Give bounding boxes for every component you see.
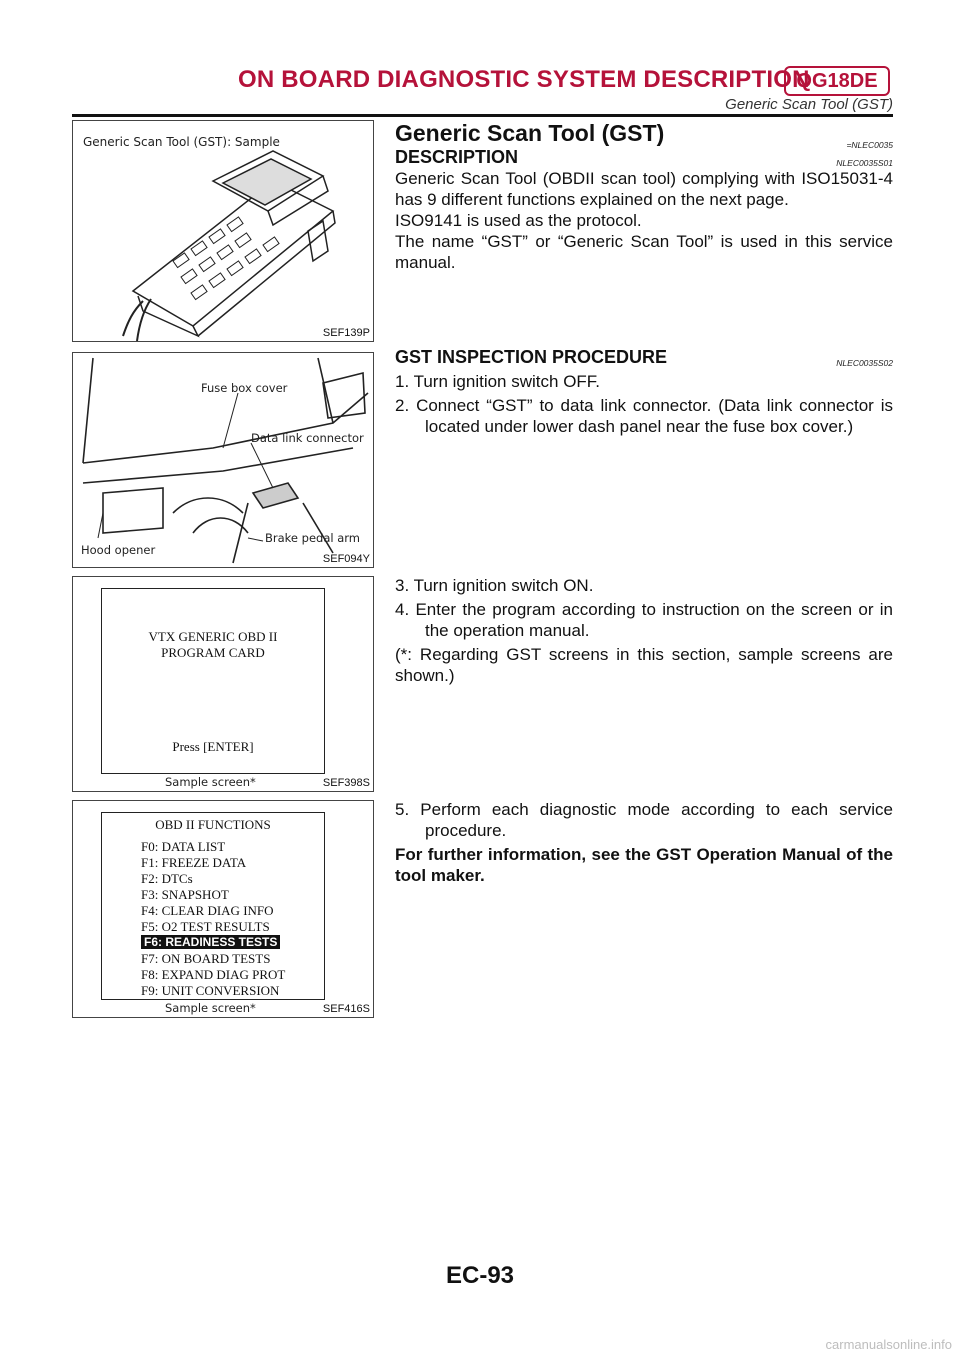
inspection-step-2: 2. Connect “GST” to data link connector. (Data link connector is located under lower dash panel near the fuse box cover.) bbox=[395, 396, 893, 436]
figure-dash-panel bbox=[72, 352, 374, 568]
menu-item-f4: F4: CLEAR DIAG INFO bbox=[141, 903, 274, 918]
screen-line-1: VTX GENERIC OBD II bbox=[148, 629, 278, 644]
description-paragraph-3: The name “GST” or “Generic Scan Tool” is used in this service manual. bbox=[395, 232, 893, 272]
description-ref: NLEC0035S01 bbox=[836, 158, 893, 168]
step-5: 5. Perform each diagnostic mode according to each service procedure. bbox=[395, 800, 893, 840]
menu-item-f8: F8: EXPAND DIAG PROT bbox=[141, 967, 286, 982]
menu-item-f1: F1: FREEZE DATA bbox=[141, 855, 247, 870]
watermark: carmanualsonline.info bbox=[825, 1337, 952, 1352]
screen-line-2: PROGRAM CARD bbox=[161, 645, 265, 660]
page-number: EC-93 bbox=[445, 1262, 515, 1289]
menu-item-f5: F5: O2 TEST RESULTS bbox=[141, 919, 270, 934]
engine-code-badge: QG18DE bbox=[784, 66, 890, 96]
menu-item-f3: F3: SNAPSHOT bbox=[141, 887, 229, 902]
figure-code: SEF416S bbox=[322, 1003, 370, 1015]
label-brake-pedal-arm: Brake pedal arm bbox=[265, 531, 360, 545]
sample-screen-note: (*: Regarding GST screens in this section, sample screens are shown.) bbox=[395, 645, 893, 685]
figure-code: SEF398S bbox=[322, 777, 370, 789]
screen-line-3: Press [ENTER] bbox=[172, 739, 254, 754]
inspection-ref: NLEC0035S02 bbox=[836, 358, 893, 368]
inspection-heading: GST INSPECTION PROCEDURE bbox=[395, 347, 668, 367]
figure-code: SEF094Y bbox=[322, 553, 370, 565]
label-data-link-connector: Data link connector bbox=[251, 431, 364, 445]
section-description bbox=[395, 120, 893, 273]
description-heading: DESCRIPTION bbox=[395, 147, 519, 167]
header-rule bbox=[72, 114, 893, 117]
main-ref: =NLEC0035 bbox=[846, 140, 893, 150]
scan-tool-illustration bbox=[73, 121, 373, 341]
menu-item-f9: F9: UNIT CONVERSION bbox=[141, 983, 280, 998]
menu-item-f6-highlighted: F6: READINESS TESTS bbox=[141, 935, 280, 949]
step-3: 3. Turn ignition switch ON. bbox=[395, 576, 594, 595]
menu-item-f7: F7: ON BOARD TESTS bbox=[141, 951, 271, 966]
description-paragraph-2: ISO9141 is used as the protocol. bbox=[395, 211, 642, 230]
screen-footer: Sample screen* bbox=[165, 1001, 256, 1015]
figure-caption: Generic Scan Tool (GST): Sample bbox=[83, 135, 280, 149]
menu-title: OBD II FUNCTIONS bbox=[155, 817, 271, 832]
figure-code: SEF139P bbox=[322, 327, 370, 339]
main-title: Generic Scan Tool (GST) bbox=[395, 120, 665, 146]
figure-scan-tool bbox=[72, 120, 374, 342]
header-subtitle: Generic Scan Tool (GST) bbox=[725, 96, 893, 113]
menu-item-f0: F0: DATA LIST bbox=[141, 839, 226, 854]
menu-item-f2: F2: DTCs bbox=[141, 871, 193, 886]
label-fuse-box-cover: Fuse box cover bbox=[201, 381, 288, 395]
figure-program-card-screen bbox=[72, 576, 374, 792]
screen-footer: Sample screen* bbox=[165, 775, 256, 789]
section-steps-3-4 bbox=[395, 572, 893, 686]
inspection-step-1: 1. Turn ignition switch OFF. bbox=[395, 372, 601, 391]
label-hood-opener: Hood opener bbox=[81, 543, 156, 557]
description-paragraph-1: Generic Scan Tool (OBDII scan tool) complying with ISO15031-4 has 9 different functions explained on the next page. bbox=[395, 169, 893, 209]
step-4: 4. Enter the program according to instruction on the screen or in the operation manual. bbox=[395, 600, 893, 640]
header-title: ON BOARD DIAGNOSTIC SYSTEM DESCRIPTION bbox=[238, 66, 810, 93]
figure-obd-functions-screen bbox=[72, 800, 374, 1018]
section-inspection bbox=[395, 346, 893, 437]
further-info: For further information, see the GST Operation Manual of the tool maker. bbox=[395, 845, 893, 885]
section-step-5 bbox=[395, 796, 893, 886]
